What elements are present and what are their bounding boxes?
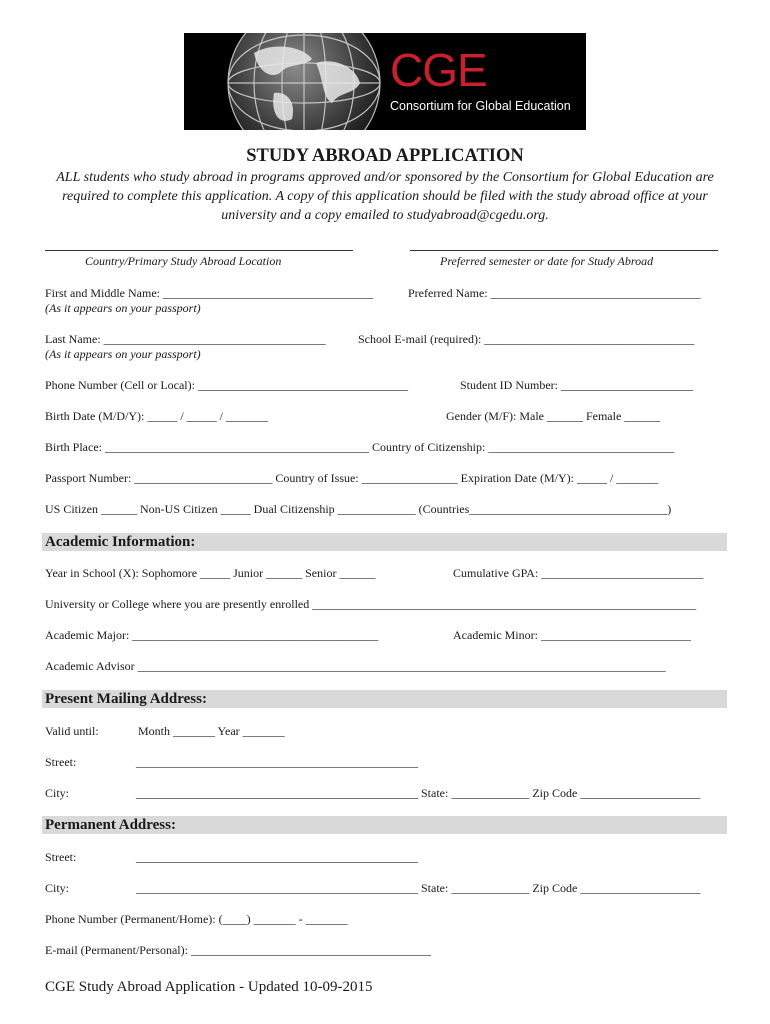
- gpa-field[interactable]: Cumulative GPA: ___________________________: [453, 566, 704, 580]
- gender-field[interactable]: Gender (M/F): Male ______ Female ______: [446, 409, 661, 423]
- first-name-note: (As it appears on your passport): [45, 301, 201, 315]
- footer-text: CGE Study Abroad Application - Updated 10-09-2015: [45, 979, 373, 995]
- minor-field[interactable]: Academic Minor: _________________________: [453, 628, 691, 642]
- permanent-street-label: Street:: [45, 850, 77, 864]
- semester-caption: Preferred semester or date for Study Abroad: [440, 254, 654, 268]
- semester-line[interactable]: [410, 250, 718, 251]
- last-name-note: (As it appears on your passport): [45, 347, 201, 361]
- mailing-section-header: Present Mailing Address:: [42, 690, 727, 708]
- logo-acronym: CGE: [390, 44, 487, 96]
- permanent-city-field[interactable]: _______________________________________________ State: _____________ Zip Code ____________________: [136, 881, 701, 895]
- permanent-street-field[interactable]: _______________________________________________: [136, 850, 418, 864]
- permanent-city-label: City:: [45, 881, 70, 895]
- permanent-phone-field[interactable]: Phone Number (Permanent/Home): (____) _______ - _______: [45, 912, 348, 926]
- university-field[interactable]: University or College where you are presently enrolled ________________________________________________________________: [45, 597, 697, 611]
- first-middle-name-field[interactable]: First and Middle Name: ___________________________________: [45, 286, 373, 300]
- advisor-field[interactable]: Academic Advisor ________________________________________________________________________________________: [45, 659, 666, 673]
- intro-paragraph: ALL students who study abroad in programs approved and/or sponsored by the Consortium for Global Education are required to complete this application. A copy of this application should be filed with the study abroad office at your university and a copy emailed to studyabroad@cgedu.org.: [56, 170, 714, 223]
- permanent-email-field[interactable]: E-mail (Permanent/Personal): ________________________________________: [45, 943, 431, 957]
- birth-date-field[interactable]: Birth Date (M/D/Y): _____ / _____ / _______: [45, 409, 268, 423]
- cge-logo: [184, 33, 586, 130]
- passport-field[interactable]: Passport Number: _______________________ Country of Issue: ________________ Expiration Date (M/Y): _____ / _______: [45, 471, 659, 485]
- student-id-field[interactable]: Student ID Number: ______________________: [460, 378, 693, 392]
- location-caption: Country/Primary Study Abroad Location: [85, 254, 282, 268]
- page-title: STUDY ABROAD APPLICATION: [246, 146, 524, 166]
- location-line[interactable]: [45, 250, 353, 251]
- academic-section-header: Academic Information:: [42, 533, 727, 551]
- school-email-field[interactable]: School E-mail (required): ___________________________________: [358, 332, 695, 346]
- mailing-city-field[interactable]: _______________________________________________ State: _____________ Zip Code ____________________: [136, 786, 701, 800]
- preferred-name-field[interactable]: Preferred Name: ___________________________________: [408, 286, 701, 300]
- mailing-street-label: Street:: [45, 755, 77, 769]
- globe-icon: [184, 33, 586, 130]
- logo-subtitle: Consortium for Global Education: [390, 99, 571, 113]
- valid-until-field[interactable]: Month _______ Year _______: [138, 724, 285, 738]
- mailing-city-label: City:: [45, 786, 70, 800]
- major-field[interactable]: Academic Major: _________________________________________: [45, 628, 379, 642]
- valid-until-label: Valid until:: [45, 724, 99, 738]
- mailing-street-field[interactable]: _______________________________________________: [136, 755, 418, 769]
- last-name-field[interactable]: Last Name: _____________________________________: [45, 332, 326, 346]
- phone-field[interactable]: Phone Number (Cell or Local): ___________________________________: [45, 378, 408, 392]
- year-in-school-field[interactable]: Year in School (X): Sophomore _____ Junior ______ Senior ______: [45, 566, 376, 580]
- citizenship-field[interactable]: US Citizen ______ Non-US Citizen _____ Dual Citizenship _____________ (Countries_________________________________): [45, 502, 672, 516]
- permanent-section-header: Permanent Address:: [42, 816, 727, 834]
- birth-place-citizenship-field[interactable]: Birth Place: ____________________________________________ Country of Citizenship: _______________________________: [45, 440, 675, 454]
